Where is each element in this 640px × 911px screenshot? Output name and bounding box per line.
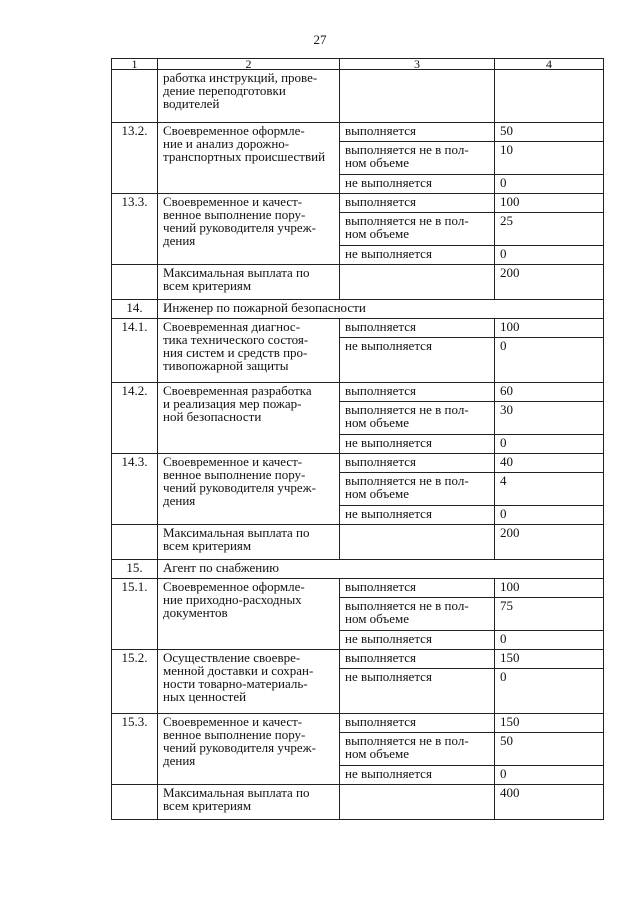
status-cell: выполняется [340, 650, 495, 669]
criterion-text: работка инструкций, прове- дение переподготовки водителей [158, 70, 340, 123]
section-number: 14. [112, 300, 158, 319]
section-row [112, 560, 604, 579]
value-cell: 0 [495, 631, 604, 650]
status-cell [340, 265, 495, 300]
status-cell: выполняется не в пол- ном объеме [340, 598, 495, 631]
status-cell: не выполняется [340, 175, 495, 194]
table-row [112, 579, 604, 598]
status-cell: выполняется не в пол- ном объеме [340, 402, 495, 435]
status-cell: выполняется не в пол- ном объеме [340, 733, 495, 766]
status-cell: выполняется [340, 383, 495, 402]
row-number: 13.3. [112, 194, 158, 265]
header-col-3: 3 [340, 59, 495, 70]
row-number: 13.2. [112, 123, 158, 194]
header-col-2: 2 [158, 59, 340, 70]
status-cell: выполняется не в пол- ном объеме [340, 142, 495, 175]
table-row [112, 265, 604, 300]
criterion-text: Своевременное и качест- венное выполнение пору- чений руководителя учреж- дения [158, 454, 340, 525]
value-cell: 4 [495, 473, 604, 506]
status-cell: выполняется [340, 714, 495, 733]
value-cell: 0 [495, 175, 604, 194]
value-cell: 0 [495, 246, 604, 265]
max-payment-value: 200 [495, 265, 604, 300]
status-cell: выполняется [340, 579, 495, 598]
row-number [112, 785, 158, 820]
status-cell: не выполняется [340, 435, 495, 454]
header-col-1: 1 [112, 59, 158, 70]
table-row [112, 650, 604, 669]
value-cell: 30 [495, 402, 604, 435]
status-cell: не выполняется [340, 631, 495, 650]
max-payment-label: Максимальная выплата по всем критериям [158, 265, 340, 300]
row-number: 15.1. [112, 579, 158, 650]
status-cell [340, 70, 495, 123]
max-payment-value: 400 [495, 785, 604, 820]
status-cell: не выполняется [340, 669, 495, 714]
value-cell: 150 [495, 714, 604, 733]
status-cell: не выполняется [340, 338, 495, 383]
value-cell: 0 [495, 669, 604, 714]
criterion-text: Осуществление своевре- менной доставки и сохран- ности товарно-материаль- ных ценностей [158, 650, 340, 714]
value-cell: 50 [495, 733, 604, 766]
status-cell: не выполняется [340, 766, 495, 785]
max-payment-value: 200 [495, 525, 604, 560]
row-number [112, 525, 158, 560]
criterion-text: Своевременное оформле- ние и анализ дорожно- транспортных происшествий [158, 123, 340, 194]
value-cell: 100 [495, 319, 604, 338]
criteria-table [111, 58, 604, 820]
value-cell: 50 [495, 123, 604, 142]
row-number [112, 265, 158, 300]
value-cell: 100 [495, 194, 604, 213]
value-cell: 0 [495, 766, 604, 785]
status-cell: выполняется [340, 454, 495, 473]
status-cell: выполняется [340, 194, 495, 213]
row-number [112, 70, 158, 123]
row-number: 14.3. [112, 454, 158, 525]
table-row [112, 785, 604, 820]
table-row [112, 525, 604, 560]
value-cell: 10 [495, 142, 604, 175]
table-row [112, 454, 604, 473]
criterion-text: Своевременное оформле- ние приходно-расходных документов [158, 579, 340, 650]
value-cell: 0 [495, 338, 604, 383]
value-cell: 75 [495, 598, 604, 631]
row-number: 15.2. [112, 650, 158, 714]
row-number: 15.3. [112, 714, 158, 785]
table-row [112, 714, 604, 733]
page-number: 27 [313, 32, 327, 47]
section-title: Инженер по пожарной безопасности [158, 300, 604, 319]
status-cell: выполняется [340, 123, 495, 142]
header-col-4: 4 [495, 59, 604, 70]
table-row [112, 319, 604, 338]
section-row [112, 300, 604, 319]
table-row [112, 383, 604, 402]
status-cell [340, 785, 495, 820]
criterion-text: Своевременное и качест- венное выполнение пору- чений руководителя учреж- дения [158, 194, 340, 265]
status-cell: не выполняется [340, 246, 495, 265]
section-title: Агент по снабжению [158, 560, 604, 579]
max-payment-label: Максимальная выплата по всем критериям [158, 785, 340, 820]
value-cell: 0 [495, 435, 604, 454]
max-payment-label: Максимальная выплата по всем критериям [158, 525, 340, 560]
status-cell [340, 525, 495, 560]
criterion-text: Своевременная диагнос- тика технического состоя- ния систем и средств про- тивопожарной защиты [158, 319, 340, 383]
section-number: 15. [112, 560, 158, 579]
status-cell: выполняется не в пол- ном объеме [340, 213, 495, 246]
row-number: 14.2. [112, 383, 158, 454]
status-cell: выполняется не в пол- ном объеме [340, 473, 495, 506]
value-cell: 0 [495, 506, 604, 525]
value-cell: 25 [495, 213, 604, 246]
table-header-row [112, 59, 604, 70]
value-cell: 40 [495, 454, 604, 473]
value-cell: 60 [495, 383, 604, 402]
value-cell: 100 [495, 579, 604, 598]
status-cell: выполняется [340, 319, 495, 338]
value-cell: 150 [495, 650, 604, 669]
value-cell [495, 70, 604, 123]
criterion-text: Своевременная разработка и реализация мер пожар- ной безопасности [158, 383, 340, 454]
row-number: 14.1. [112, 319, 158, 383]
criterion-text: Своевременное и качест- венное выполнение пору- чений руководителя учреж- дения [158, 714, 340, 785]
table-row [112, 123, 604, 142]
table-row [112, 194, 604, 213]
status-cell: не выполняется [340, 506, 495, 525]
table-row [112, 70, 604, 123]
